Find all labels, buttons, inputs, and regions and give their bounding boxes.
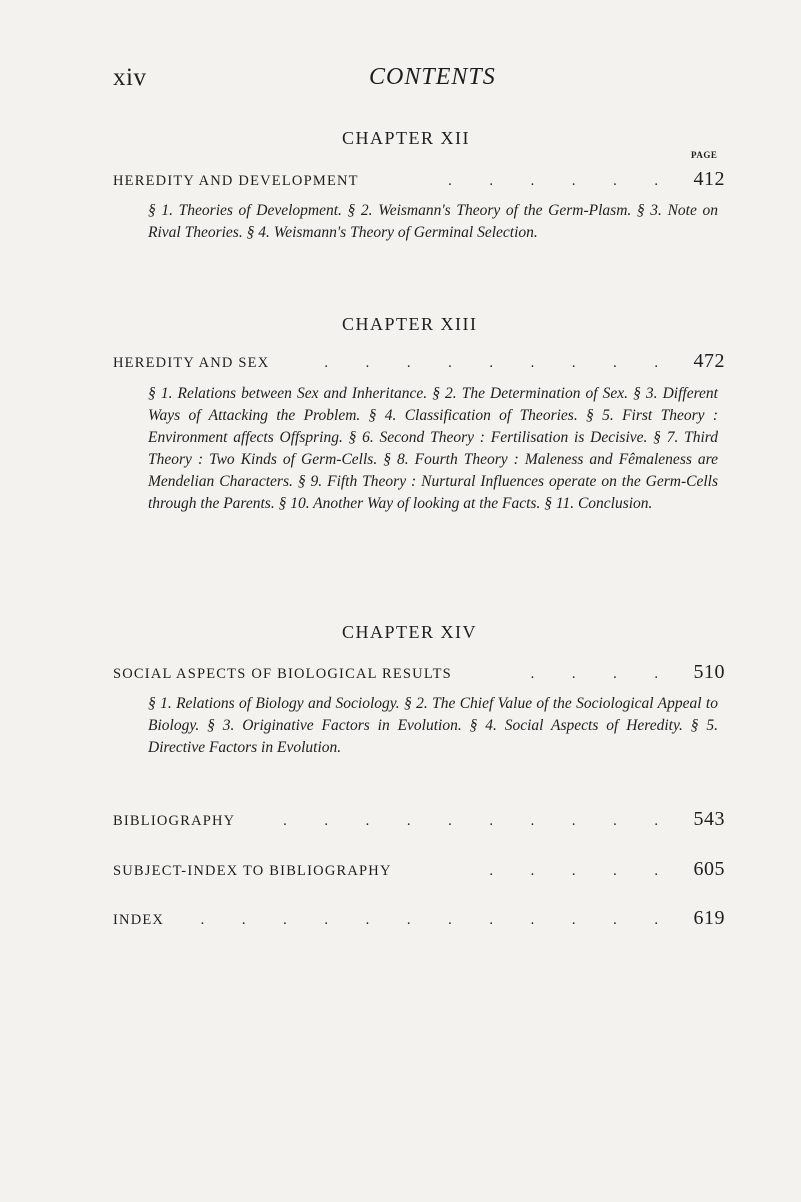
leader-dots: . . . . . . . . . . . .: [200, 912, 675, 928]
toc-entry-subject-index: [113, 858, 725, 881]
leader-dots: . . . . . .: [448, 173, 675, 189]
entry-title: HEREDITY AND SEX: [113, 355, 270, 371]
entry-title: SOCIAL ASPECTS OF BIOLOGICAL RESULTS: [113, 666, 452, 682]
leader-dots: . . . . . . . . .: [324, 355, 675, 371]
chapter-heading: CHAPTER XIV: [342, 622, 478, 642]
page-number-roman: xiv: [113, 64, 147, 91]
entry-page-number: 412: [693, 168, 725, 190]
entry-page-number: 619: [693, 907, 725, 929]
toc-entry: [113, 661, 725, 684]
chapter-summary: § 1. Relations between Sex and Inheritance. § 2. The Determination of Sex. § 3. Different Ways of Attacking the Problem. § 4. Classification of Theories. § 5. First Theory : Environment affects Offspring. § 6. Second Theory : Fertilisation is Decisive. § 7. Third Theory : Two Kinds of Germ-Cells. § 8. Fourth Theory : Maleness and Fêmaleness are Mendelian Characters. § 9. Fifth Theory : Nurtural Influences operate on the Germ-Cells through the Parents. § 10. Another Way of looking at the Facts. § 11. Conclusion.: [148, 385, 718, 512]
page-column-label: PAGE: [691, 150, 718, 160]
entry-page-number: 543: [693, 808, 725, 830]
toc-entry-bibliography: [113, 808, 725, 831]
toc-entry: [113, 350, 725, 373]
entry-page-number: 510: [693, 661, 725, 683]
toc-entry-index: [113, 907, 725, 930]
chapter-heading: CHAPTER XIII: [342, 314, 478, 334]
entry-title: SUBJECT-INDEX TO BIBLIOGRAPHY: [113, 863, 392, 879]
entry-page-number: 605: [693, 858, 725, 880]
entry-title: INDEX: [113, 912, 165, 928]
toc-entry: [113, 168, 725, 191]
entry-page-number: 472: [693, 350, 725, 372]
entry-title: HEREDITY AND DEVELOPMENT: [113, 173, 359, 189]
chapter-summary: § 1. Relations of Biology and Sociology. § 2. The Chief Value of the Sociological Appeal to Biology. § 3. Originative Factors in Evolution. § 4. Social Aspects of Heredity. § 5. Directive Factors in Evolution.: [148, 695, 718, 756]
leader-dots: . . . .: [530, 666, 675, 682]
leader-dots: . . . . .: [489, 863, 675, 879]
leader-dots: . . . . . . . . . .: [283, 813, 675, 829]
entry-title: BIBLIOGRAPHY: [113, 813, 236, 829]
running-head-title: CONTENTS: [369, 64, 496, 90]
chapter-summary: § 1. Theories of Development. § 2. Weismann's Theory of the Germ-Plasm. § 3. Note on Rival Theories. § 4. Weismann's Theory of Germinal Selection.: [148, 202, 718, 241]
chapter-heading: CHAPTER XII: [342, 128, 470, 148]
